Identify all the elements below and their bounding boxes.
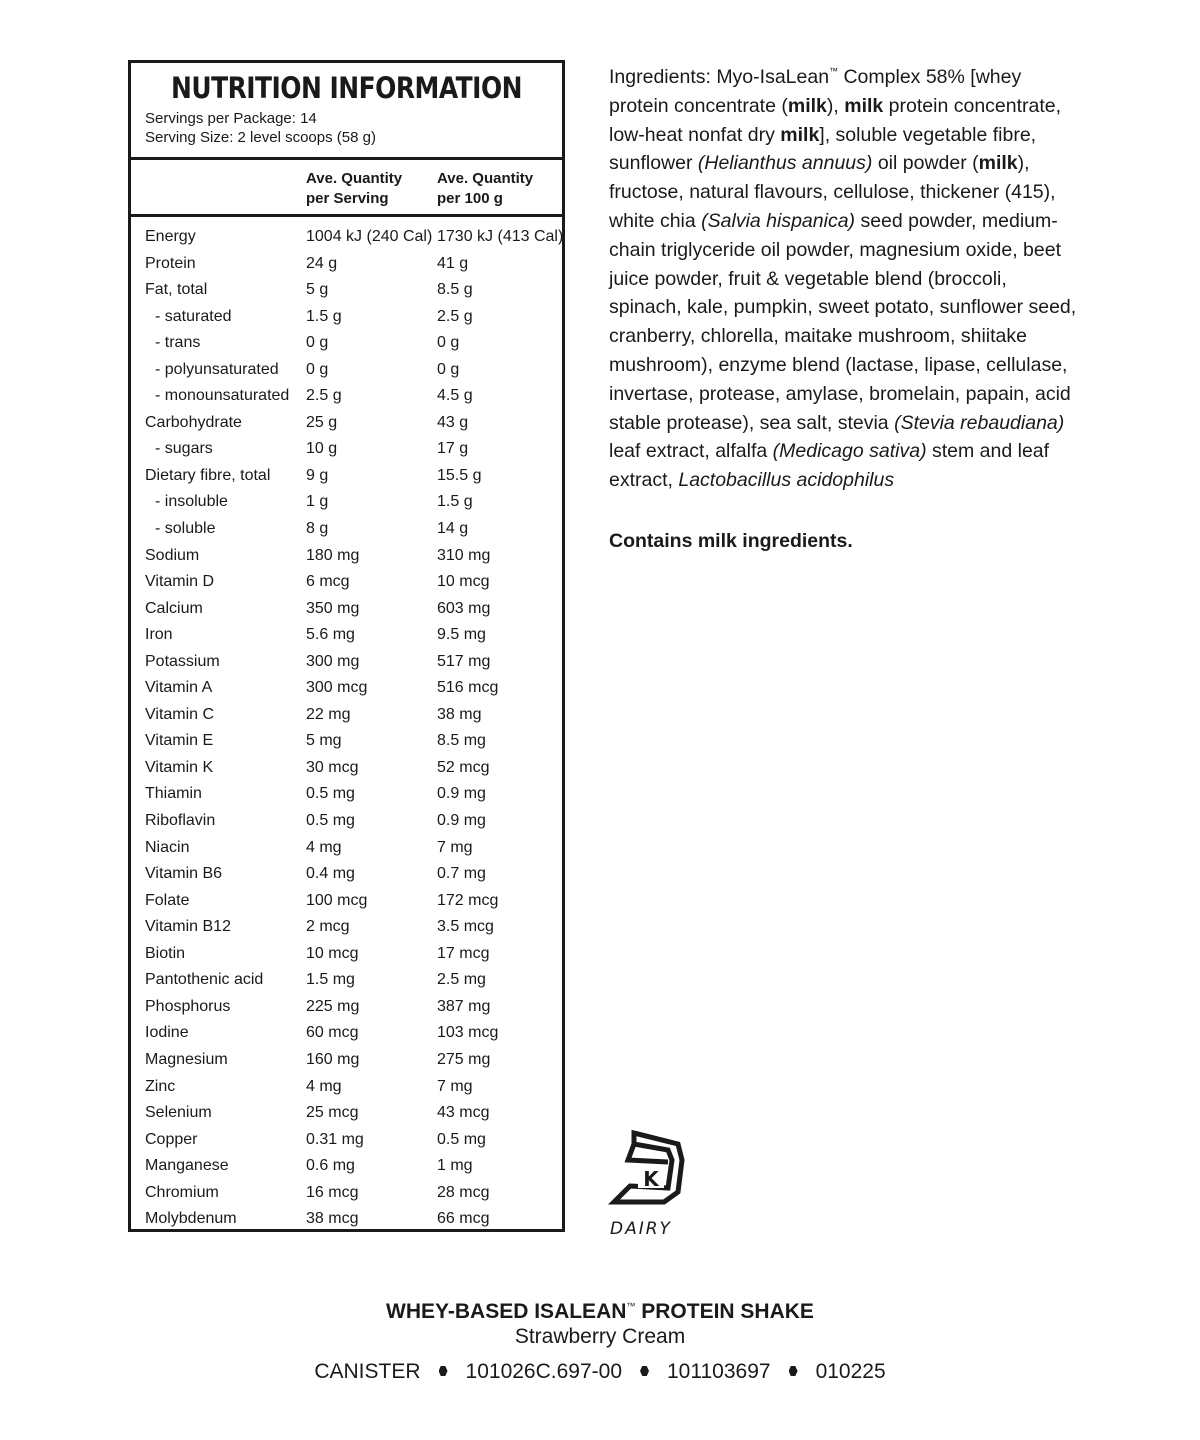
nutrient-name: Vitamin C	[145, 705, 215, 723]
ingredient-segment: ), fructose, natural flavours, cellulose, thickener (415), white chia	[609, 152, 1056, 232]
nutrient-per-serving: 25 g	[306, 413, 338, 431]
nutrient-per-100g: 28 mcg	[437, 1183, 490, 1201]
nutrient-name: Vitamin B12	[145, 918, 231, 936]
nutrient-per-100g: 517 mg	[437, 652, 491, 670]
hexagon-separator-icon	[439, 1366, 448, 1376]
nutrient-name: Protein	[145, 254, 196, 272]
nutrient-per-100g: 52 mcg	[437, 758, 490, 776]
nutrient-per-serving: 5 mg	[306, 732, 342, 750]
nutrient-per-serving: 1004 kJ (240 Cal)	[306, 228, 433, 245]
ingredient-segment: (Helianthus annuus)	[697, 152, 873, 175]
ingredient-segment: ], soluble vegetable fibre, sunflower	[609, 123, 1037, 175]
nutrient-per-100g: 1.5 g	[437, 493, 473, 511]
nutrient-name: Sodium	[145, 546, 200, 564]
nutrient-name: Folate	[145, 891, 190, 909]
nutrient-row	[131, 1180, 562, 1207]
nutrient-row	[131, 861, 562, 888]
nutrient-name: Energy	[145, 228, 196, 245]
column-header-line: Ave. Quantity	[306, 170, 403, 187]
nutrient-row	[131, 835, 562, 862]
nutrition-meta	[131, 109, 562, 147]
nutrient-per-serving: 1.5 g	[306, 307, 342, 325]
product-title	[0, 1292, 1200, 1326]
nutrient-per-serving: 0 g	[306, 334, 329, 352]
nutrient-row	[131, 781, 562, 808]
nutrient-row	[131, 543, 562, 570]
nutrient-per-100g: 14 g	[437, 520, 469, 538]
ingredient-segment: (Stevia rebaudiana)	[894, 411, 1065, 434]
nutrient-row	[131, 755, 562, 782]
nutrient-per-100g: 8.5 mg	[437, 732, 486, 750]
nutrient-per-100g: 4.5 g	[437, 387, 473, 405]
nutrient-name: Phosphorus	[145, 997, 231, 1015]
nutrient-row	[131, 702, 562, 729]
nutrient-per-serving: 0.4 mg	[306, 865, 355, 883]
ingredient-segment: Ingredients: Myo-IsaLean	[609, 66, 830, 88]
kosher-symbol-graphic	[606, 1130, 688, 1240]
nutrient-row	[131, 622, 562, 649]
nutrient-per-serving: 10 mcg	[306, 944, 359, 962]
ingredient-segment: (Medicago sativa)	[772, 440, 927, 463]
nutrient-per-serving: 24 g	[306, 254, 338, 272]
nutrient-per-serving: 16 mcg	[306, 1183, 359, 1201]
ingredient-segment: leaf extract, alfalfa	[609, 440, 773, 463]
nutrient-row	[131, 649, 562, 676]
ingredient-segment: ),	[826, 94, 845, 117]
column-header-line: Ave. Quantity	[437, 170, 534, 187]
product-code: 101103697	[667, 1360, 771, 1383]
nutrient-per-serving: 2.5 g	[306, 387, 342, 405]
nutrient-per-100g: 275 mg	[437, 1050, 491, 1068]
nutrient-name: Copper	[145, 1130, 198, 1148]
nutrient-row	[131, 330, 562, 357]
nutrient-per-serving: 60 mcg	[306, 1024, 359, 1042]
column-header-per-100g	[437, 169, 533, 209]
product-code: 101026C.697-00	[465, 1360, 622, 1383]
nutrient-row	[131, 967, 562, 994]
nutrient-per-100g: 0 g	[437, 334, 460, 352]
nutrient-per-serving: 180 mg	[306, 546, 360, 564]
nutrient-per-100g: 2.5 g	[437, 307, 473, 325]
nutrient-row	[131, 1074, 562, 1101]
ingredient-segment: ™	[829, 66, 839, 76]
nutrient-row	[131, 569, 562, 596]
nutrient-per-serving: 9 g	[306, 466, 329, 484]
nutrient-row	[131, 1153, 562, 1180]
nutrient-per-serving: 1 g	[306, 493, 329, 511]
nutrient-per-100g: 66 mcg	[437, 1210, 490, 1228]
nutrition-panel	[128, 60, 565, 1232]
nutrient-name: - polyunsaturated	[155, 360, 279, 378]
nutrient-per-serving: 0 g	[306, 360, 329, 378]
nutrient-per-serving: 100 mcg	[306, 891, 368, 909]
nutrient-per-100g: 103 mcg	[437, 1024, 499, 1042]
ingredient-segment: milk	[787, 94, 827, 117]
nutrient-per-100g: 15.5 g	[437, 466, 482, 484]
nutrient-per-100g: 17 mcg	[437, 944, 490, 962]
nutrient-per-serving: 225 mg	[306, 997, 360, 1015]
nutrient-row	[131, 728, 562, 755]
nutrient-per-100g: 0.9 mg	[437, 785, 486, 803]
nutrient-name: Thiamin	[145, 785, 202, 803]
nutrient-row	[131, 675, 562, 702]
nutrient-name: - saturated	[155, 307, 232, 325]
nutrient-row	[131, 357, 562, 384]
nutrient-row	[131, 994, 562, 1021]
nutrient-per-100g: 8.5 g	[437, 281, 473, 299]
ingredient-segment: oil powder (	[872, 152, 979, 175]
hexagon-separator-icon	[640, 1366, 649, 1376]
nutrient-per-serving: 300 mcg	[306, 679, 368, 697]
product-title-part1: WHEY-BASED ISALEAN	[386, 1300, 627, 1323]
nutrient-row	[131, 224, 562, 251]
divider-rule	[131, 157, 562, 160]
nutrient-per-100g: 10 mcg	[437, 573, 490, 591]
servings-per-package: Servings per Package: 14	[145, 110, 317, 127]
nutrient-per-serving: 5 g	[306, 281, 329, 299]
nutrient-name: Selenium	[145, 1104, 212, 1122]
nutrient-row	[131, 808, 562, 835]
nutrient-name: Chromium	[145, 1183, 219, 1201]
divider-rule	[131, 214, 562, 217]
nutrient-name: Iron	[145, 626, 173, 644]
ingredient-segment: milk	[978, 152, 1018, 175]
nutrient-per-100g: 0 g	[437, 360, 460, 378]
nutrient-per-serving: 38 mcg	[306, 1210, 359, 1228]
nutrient-name: Riboflavin	[145, 812, 216, 830]
nutrient-name: Magnesium	[145, 1050, 228, 1068]
nutrient-per-100g: 0.5 mg	[437, 1130, 486, 1148]
ingredient-segment: milk	[780, 123, 820, 146]
nutrient-per-100g: 0.7 mg	[437, 865, 486, 883]
nutrient-per-100g: 3.5 mcg	[437, 918, 494, 936]
nutrient-per-100g: 310 mg	[437, 546, 491, 564]
nutrient-name: Vitamin E	[145, 732, 214, 750]
nutrient-row	[131, 914, 562, 941]
nutrient-per-100g: 41 g	[437, 254, 469, 272]
nutrient-per-serving: 0.5 mg	[306, 785, 355, 803]
ingredient-segment: milk	[844, 94, 884, 117]
serving-size: Serving Size: 2 level scoops (58 g)	[145, 129, 376, 146]
nutrient-row	[131, 1047, 562, 1074]
nutrient-per-100g: 7 mg	[437, 1077, 473, 1095]
nutrient-row	[131, 383, 562, 410]
allergen-statement: Contains milk ingredients.	[609, 530, 853, 552]
nutrient-per-serving: 2 mcg	[306, 918, 350, 936]
trademark-symbol: ™	[626, 1301, 636, 1311]
nutrient-name: Fat, total	[145, 281, 208, 299]
nutrient-name: Vitamin B6	[145, 865, 223, 883]
kosher-label: DAIRY	[610, 1219, 672, 1239]
nutrition-title: NUTRITION INFORMATION	[171, 71, 522, 105]
nutrient-per-100g: 9.5 mg	[437, 626, 486, 644]
nutrient-row	[131, 1127, 562, 1154]
nutrient-per-100g: 516 mcg	[437, 679, 499, 697]
nutrient-per-serving: 0.6 mg	[306, 1157, 355, 1175]
column-header-line: per Serving	[306, 190, 389, 207]
nutrient-per-100g: 7 mg	[437, 838, 473, 856]
nutrient-per-serving: 350 mg	[306, 599, 360, 617]
nutrient-name: Vitamin D	[145, 573, 215, 591]
ingredient-segment: seed powder, medium-chain triglyceride oil powder, magnesium oxide, beet juice powder, fruit & vegetable blend (broccoli, spinach, kale, pumpkin, sweet potato, sunflower seed, cranberry, chlorella, maitake mushroom, shiitake mushroom), enzyme blend (lactase, lipase, cellulase, invertase, protease, amylase, bromelain, papain, acid stable protease), sea salt, stevia	[609, 209, 1077, 434]
nutrient-row	[131, 463, 562, 490]
nutrient-row	[131, 888, 562, 915]
kosher-dairy-icon	[606, 1130, 688, 1240]
nutrient-per-serving: 10 g	[306, 440, 338, 458]
nutrient-per-100g: 17 g	[437, 440, 469, 458]
product-code: CANISTER	[314, 1360, 421, 1383]
nutrient-per-serving: 0.5 mg	[306, 812, 355, 830]
nutrient-per-serving: 6 mcg	[306, 573, 350, 591]
nutrient-per-100g: 0.9 mg	[437, 812, 486, 830]
nutrient-per-serving: 30 mcg	[306, 758, 359, 776]
product-codes	[0, 1357, 1200, 1387]
nutrient-name: Vitamin A	[145, 679, 213, 697]
nutrient-per-serving: 4 mg	[306, 1077, 342, 1095]
nutrient-per-100g: 2.5 mg	[437, 971, 486, 989]
nutrient-name: Dietary fibre, total	[145, 466, 271, 484]
nutrient-row	[131, 596, 562, 623]
nutrient-per-serving: 22 mg	[306, 705, 351, 723]
nutrient-per-serving: 0.31 mg	[306, 1130, 364, 1148]
ingredient-segment: protein concentrate, low-heat nonfat dry	[609, 94, 1062, 146]
nutrient-per-100g: 43 mcg	[437, 1104, 490, 1122]
nutrient-row	[131, 277, 562, 304]
nutrient-row	[131, 941, 562, 968]
nutrient-row	[131, 304, 562, 331]
nutrient-per-serving: 300 mg	[306, 652, 360, 670]
nutrition-rows	[131, 224, 562, 1233]
nutrient-name: Molybdenum	[145, 1210, 237, 1228]
nutrient-per-serving: 8 g	[306, 520, 329, 538]
nutrient-row	[131, 1100, 562, 1127]
kosher-letter: K	[643, 1167, 659, 1191]
nutrient-name: Biotin	[145, 944, 186, 962]
ingredient-segment: stem and leaf extract,	[609, 440, 1050, 492]
nutrient-per-100g: 172 mcg	[437, 891, 499, 909]
ingredient-segment: Lactobacillus acidophilus	[678, 469, 895, 492]
product-code: 010225	[815, 1360, 886, 1383]
nutrient-per-serving: 5.6 mg	[306, 626, 355, 644]
ingredients-text	[609, 57, 1079, 495]
hexagon-separator-icon	[789, 1366, 798, 1376]
nutrient-name: Niacin	[145, 838, 190, 856]
nutrient-per-serving: 160 mg	[306, 1050, 360, 1068]
nutrient-name: - insoluble	[155, 493, 228, 511]
nutrient-per-100g: 38 mg	[437, 705, 482, 723]
nutrient-name: - soluble	[155, 520, 216, 538]
nutrient-name: Manganese	[145, 1157, 229, 1175]
nutrient-row	[131, 489, 562, 516]
ingredient-segment: (Salvia hispanica)	[701, 209, 856, 232]
nutrient-per-100g: 603 mg	[437, 599, 491, 617]
nutrient-per-100g: 1730 kJ (413 Cal)	[437, 228, 564, 245]
nutrient-row	[131, 251, 562, 278]
nutrient-name: - trans	[155, 334, 201, 352]
nutrient-per-serving: 25 mcg	[306, 1104, 359, 1122]
nutrient-name: Pantothenic acid	[145, 971, 264, 989]
nutrient-row	[131, 1020, 562, 1047]
ingredient-segment: Complex 58% [whey protein concentrate (	[609, 66, 1022, 117]
nutrient-name: Zinc	[145, 1077, 176, 1095]
nutrient-per-100g: 387 mg	[437, 997, 491, 1015]
nutrient-name: - sugars	[155, 440, 213, 458]
product-title-part2: PROTEIN SHAKE	[635, 1300, 814, 1323]
nutrient-name: Potassium	[145, 652, 220, 670]
column-header-per-serving	[306, 169, 402, 209]
nutrient-per-100g: 43 g	[437, 413, 469, 431]
nutrient-name: Carbohydrate	[145, 413, 242, 431]
nutrient-per-serving: 4 mg	[306, 838, 342, 856]
nutrient-row	[131, 410, 562, 437]
nutrient-name: Calcium	[145, 599, 203, 617]
product-flavor: Strawberry Cream	[514, 1325, 686, 1348]
nutrient-name: Iodine	[145, 1024, 189, 1042]
nutrient-row	[131, 436, 562, 463]
nutrient-row	[131, 1206, 562, 1233]
nutrient-row	[131, 516, 562, 543]
nutrient-name: - monounsaturated	[155, 387, 290, 405]
nutrient-per-serving: 1.5 mg	[306, 971, 355, 989]
nutrient-per-100g: 1 mg	[437, 1157, 473, 1175]
column-header-line: per 100 g	[437, 190, 503, 207]
nutrient-name: Vitamin K	[145, 758, 214, 776]
